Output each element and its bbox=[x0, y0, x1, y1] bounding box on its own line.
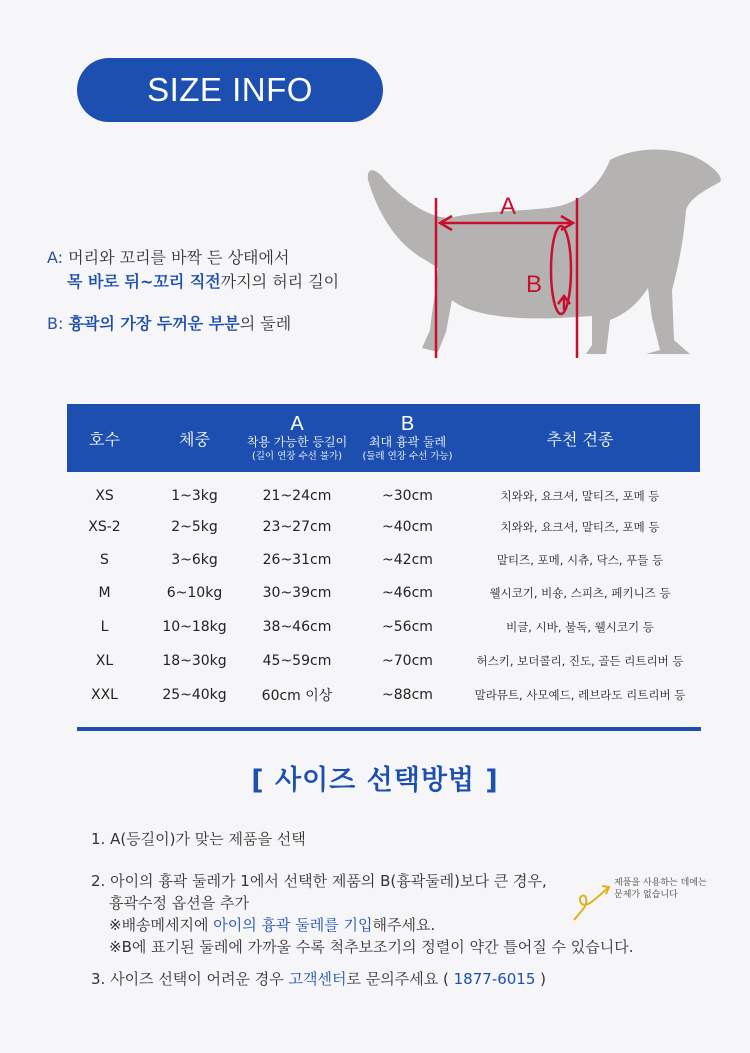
cell-length: 38~46cm bbox=[262, 619, 332, 635]
cell-length: 26~31cm bbox=[262, 552, 332, 568]
cell-chest: ~88cm bbox=[382, 687, 433, 703]
cell-breeds: 말티즈, 포메, 시츄, 닥스, 푸들 등 bbox=[496, 553, 664, 567]
size-info-title: SIZE INFO bbox=[77, 58, 383, 122]
cell-breeds: 웰시코기, 비숑, 스피츠, 페키니즈 등 bbox=[489, 586, 671, 600]
curved-arrow-icon bbox=[568, 876, 618, 926]
cell-breeds: 치와와, 요크셔, 말티즈, 포메 등 bbox=[500, 489, 660, 503]
dog-measurement-diagram bbox=[360, 140, 750, 370]
table-row bbox=[67, 644, 700, 678]
step-2-line1: 2. 아이의 흉곽 둘레가 1에서 선택한 제품의 B(흉곽둘레)보다 큰 경우, bbox=[91, 872, 547, 890]
table-bottom-rule bbox=[77, 727, 701, 731]
cell-chest: ~30cm bbox=[382, 488, 433, 504]
cell-weight: 3~6kg bbox=[171, 552, 218, 568]
step-1: 1. A(등길이)가 맞는 제품을 선택 bbox=[91, 830, 306, 848]
cell-weight: 25~40kg bbox=[162, 687, 227, 703]
cell-chest: ~40cm bbox=[382, 519, 433, 535]
step-3: 3. 사이즈 선택이 어려운 경우 고객센터로 문의주세요 ( 1877-6015 ) bbox=[91, 970, 547, 988]
cell-breeds: 치와와, 요크셔, 말티즈, 포메 등 bbox=[500, 520, 660, 534]
legend-a-prefix: A: bbox=[47, 248, 64, 267]
cell-chest: ~46cm bbox=[382, 585, 433, 601]
cell-size: XS bbox=[95, 488, 114, 504]
cell-weight: 1~3kg bbox=[171, 488, 218, 504]
cell-weight: 10~18kg bbox=[162, 619, 227, 635]
legend-a-line1: 머리와 꼬리를 바짝 든 상태에서 bbox=[68, 248, 290, 267]
legend-a bbox=[47, 246, 339, 294]
cell-length: 23~27cm bbox=[262, 519, 332, 535]
dachshund-silhouette bbox=[368, 150, 721, 354]
cell-size: L bbox=[100, 619, 109, 635]
legend-a-rest: 까지의 허리 길이 bbox=[220, 272, 340, 291]
legend-b-bold: 흉곽의 가장 두꺼운 부분 bbox=[68, 314, 240, 333]
legend-b bbox=[47, 312, 291, 336]
cell-weight: 6~10kg bbox=[166, 585, 223, 601]
cell-size: XXL bbox=[91, 687, 118, 703]
table-row bbox=[67, 510, 700, 544]
step-2-note1-bold: 아이의 흉곽 둘레를 기입 bbox=[213, 916, 373, 934]
legend-a-bold: 목 바로 뒤~꼬리 직전 bbox=[67, 272, 221, 291]
cell-breeds: 말라뮤트, 사모예드, 레브라도 리트리버 등 bbox=[474, 688, 686, 702]
header-breeds: 추천 견종 bbox=[546, 429, 614, 449]
table-row bbox=[67, 678, 700, 712]
header-back-length: A 착용 가능한 등길이 (길이 연장 수선 불가) bbox=[246, 412, 348, 462]
cell-length: 30~39cm bbox=[262, 585, 332, 601]
header-size: 호수 bbox=[89, 429, 120, 449]
cell-length: 21~24cm bbox=[262, 488, 332, 504]
howto-title: [ 사이즈 선택방법 ] bbox=[251, 765, 499, 796]
cell-breeds: 비글, 시바, 불독, 웰시코기 등 bbox=[506, 620, 654, 634]
customer-center: 고객센터 bbox=[288, 970, 347, 988]
label-b: B bbox=[525, 271, 543, 298]
cell-length: 60cm 이상 bbox=[261, 688, 333, 704]
step-2 bbox=[91, 870, 634, 958]
header-weight: 체중 bbox=[179, 429, 210, 449]
side-note: 제품을 사용하는 데에는 문제가 없습니다 bbox=[614, 878, 707, 900]
cell-chest: ~42cm bbox=[382, 552, 433, 568]
cell-chest: ~56cm bbox=[382, 619, 433, 635]
cell-size: XS-2 bbox=[88, 519, 121, 535]
cell-size: S bbox=[100, 552, 109, 568]
header-chest: B 최대 흉곽 둘레 (둘레 연장 수선 가능) bbox=[362, 412, 453, 462]
phone-number: 1877-6015 bbox=[453, 970, 536, 988]
cell-weight: 2~5kg bbox=[171, 519, 218, 535]
table-row bbox=[67, 479, 700, 513]
cell-size: M bbox=[98, 585, 111, 601]
size-table-header bbox=[67, 404, 700, 472]
table-row bbox=[67, 610, 700, 644]
cell-length: 45~59cm bbox=[262, 653, 332, 669]
cell-weight: 18~30kg bbox=[162, 653, 227, 669]
label-a: A bbox=[499, 193, 517, 220]
cell-breeds: 허스키, 보더콜리, 진도, 골든 리트리버 등 bbox=[476, 654, 684, 668]
table-row bbox=[67, 543, 700, 577]
cell-chest: ~70cm bbox=[382, 653, 433, 669]
legend-b-rest: 의 둘레 bbox=[239, 314, 292, 333]
step-2-note1: ※배송메세지에 아이의 흉곽 둘레를 기입해주세요. bbox=[109, 916, 436, 934]
step-2-line2: 흉곽수정 옵션을 추가 bbox=[109, 894, 249, 912]
cell-size: XL bbox=[95, 653, 114, 669]
step-2-note2: ※B에 표기된 둘레에 가까울 수록 척추보조기의 정렬이 약간 틀어질 수 있습니다. bbox=[109, 938, 634, 956]
table-row bbox=[67, 576, 700, 610]
legend-b-prefix: B: bbox=[47, 314, 64, 333]
